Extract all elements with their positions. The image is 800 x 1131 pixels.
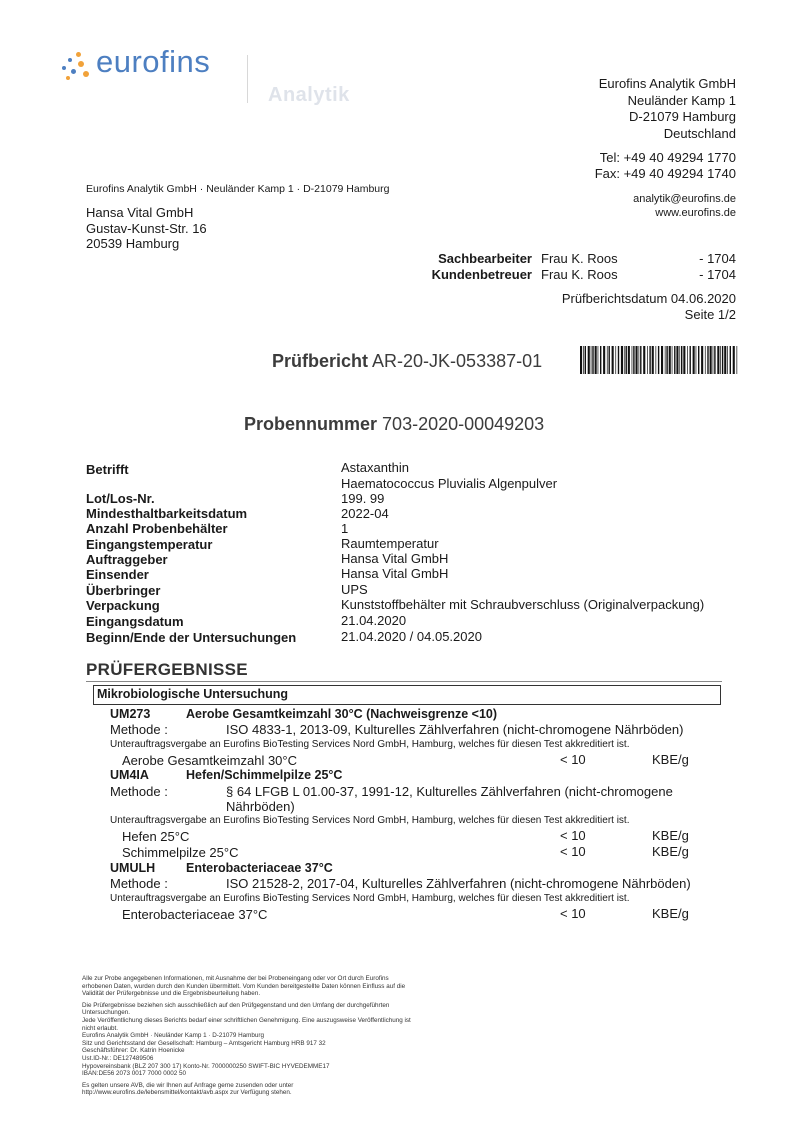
staff-name: Frau K. Roos	[541, 267, 618, 282]
test-code: UM273	[110, 707, 151, 721]
detail-value: 21.04.2020 / 04.05.2020	[341, 629, 482, 644]
barcode-icon	[580, 346, 738, 374]
lab-tel: Tel: +49 40 49294 1770	[599, 150, 736, 165]
recipient-line: Gustav-Kunst-Str. 16	[86, 220, 207, 236]
result-param: Schimmelpilze 25°C	[122, 845, 239, 860]
report-number: AR-20-JK-053387-01	[372, 351, 543, 371]
detail-label: Überbringer	[86, 583, 161, 598]
result-unit: KBE/g	[652, 752, 689, 767]
detail-value: Astaxanthin	[341, 460, 409, 475]
result-value: < 10	[560, 906, 586, 921]
recipient-line: 20539 Hamburg	[86, 236, 180, 251]
staff-label: Kundenbetreuer	[431, 267, 532, 282]
sample-title	[244, 414, 544, 435]
lab-website: www.eurofins.de	[655, 206, 736, 219]
detail-value: Raumtemperatur	[341, 536, 439, 551]
subcontract-note: Unterauftragsvergabe an Eurofins BioTesting Services Nord GmbH, Hamburg, welches für diesen Test akkreditiert ist.	[110, 815, 630, 826]
report-title	[272, 351, 542, 372]
footer-line: Ust.ID-Nr.: DE127489506	[82, 1054, 154, 1062]
footer-line: erhobenen Daten, wurden durch den Kunden übermittelt. Vom Kunden bereitgestellte Daten können Einfluss auf die	[82, 982, 406, 990]
detail-value: 199. 99	[341, 491, 385, 506]
lab-address	[599, 76, 736, 142]
detail-value: UPS	[341, 582, 368, 597]
subcontract-note: Unterauftragsvergabe an Eurofins BioTesting Services Nord GmbH, Hamburg, welches für diesen Test akkreditiert ist.	[110, 739, 630, 750]
result-value: < 10	[560, 752, 586, 767]
detail-value: Hansa Vital GmbH	[341, 551, 449, 566]
detail-value: Kunststoffbehälter mit Schraubverschluss (Originalverpackung)	[341, 597, 705, 612]
detail-label: Einsender	[86, 567, 149, 582]
detail-value: Haematococcus Pluvialis Algenpulver	[341, 476, 558, 491]
detail-label: Lot/Los-Nr.	[86, 491, 155, 506]
detail-label: Eingangsdatum	[86, 614, 184, 629]
detail-label: Auftraggeber	[86, 552, 168, 567]
sender-line: Eurofins Analytik GmbH · Neuländer Kamp 1 · D-21079 Hamburg	[86, 183, 390, 195]
detail-value: 2022-04	[341, 506, 389, 521]
lab-fax: Fax: +49 40 49294 1740	[594, 166, 736, 181]
results-heading: PRÜFERGEBNISSE	[86, 660, 248, 679]
footer-line: Es gelten unsere AVB, die wir Ihnen auf Anfrage gerne zusenden oder unter	[82, 1081, 294, 1089]
staff-labels	[380, 251, 532, 283]
sample-label: Probennummer	[244, 414, 378, 434]
footer-line: http://www.eurofins.de/lebensmittel/kontakt/avb.aspx zur Verfügung stehen.	[82, 1089, 292, 1097]
lab-address-line: D-21079 Hamburg	[629, 109, 736, 124]
report-label: Prüfbericht	[272, 351, 369, 371]
method-label: Methode :	[110, 722, 168, 737]
method-text-cont: Nährböden)	[226, 799, 295, 814]
footer-line: Validität der Prüfergebnisse und die Ergebnisbeurteilung haben.	[82, 990, 261, 998]
lab-address-line: Neuländer Kamp 1	[627, 92, 736, 108]
detail-label: Anzahl Probenbehälter	[86, 521, 228, 536]
category-label: Mikrobiologische Untersuchung	[97, 687, 288, 701]
result-value: < 10	[560, 828, 586, 843]
footer-line: nicht erlaubt.	[82, 1024, 119, 1032]
footer-legal	[82, 975, 442, 1097]
logo-wordmark: eurofins	[96, 44, 211, 79]
method-text: § 64 LFGB L 01.00-37, 1991-12, Kulturelles Zählverfahren (nicht-chromogene	[226, 784, 673, 799]
category-box	[93, 685, 721, 705]
method-label: Methode :	[110, 876, 168, 891]
recipient-line: Hansa Vital GmbH	[86, 205, 194, 220]
method-text: ISO 4833-1, 2013-09, Kulturelles Zählverfahren (nicht-chromogene Nährböden)	[226, 722, 684, 737]
lab-address-line: Deutschland	[663, 125, 736, 141]
footer-line: Alle zur Probe angegebenen Informationen, mit Ausnahme der bei Probeneingang oder vor Ort durch Eurofins	[82, 975, 389, 982]
logo-dots-icon	[62, 52, 94, 82]
footer-line: Sitz und Gerichtsstand der Gesellschaft: Hamburg – Amtsgericht Hamburg HRB 917 32	[82, 1039, 326, 1047]
result-value: < 10	[560, 844, 586, 859]
sample-number: 703-2020-00049203	[382, 414, 545, 434]
lab-email: analytik@eurofins.de	[633, 193, 736, 205]
result-param: Enterobacteriaceae 37°C	[122, 907, 268, 922]
report-meta	[562, 291, 736, 323]
test-code: UMULH	[110, 861, 156, 875]
result-param: Hefen 25°C	[122, 829, 190, 844]
division-label: Analytik	[268, 84, 350, 106]
detail-value: 21.04.2020	[341, 613, 407, 628]
test-name: Hefen/Schimmelpilze 25°C	[186, 768, 343, 782]
test-name: Aerobe Gesamtkeimzahl 30°C (Nachweisgrenze <10)	[186, 707, 498, 721]
lab-contact	[633, 193, 736, 220]
detail-label: Verpackung	[86, 598, 160, 613]
test-code: UM4IA	[110, 768, 149, 782]
detail-value: Hansa Vital GmbH	[341, 566, 449, 581]
staff-label: Sachbearbeiter	[438, 251, 532, 266]
result-unit: KBE/g	[652, 844, 689, 859]
result-param: Aerobe Gesamtkeimzahl 30°C	[122, 753, 297, 768]
footer-line: IBAN:DE56 2073 0017 7000 0002 50	[82, 1070, 186, 1078]
footer-line: Untersuchungen.	[82, 1009, 130, 1017]
results-divider	[86, 681, 722, 682]
recipient-address	[86, 205, 207, 252]
staff-name: Frau K. Roos	[541, 251, 618, 266]
method-label: Methode :	[110, 784, 168, 799]
footer-line: Geschäftsführer: Dr. Katrin Hoenicke	[82, 1047, 185, 1055]
staff-ext: - 1704	[699, 251, 736, 266]
detail-label: Eingangstemperatur	[86, 537, 213, 552]
footer-line: Die Prüfergebnisse beziehen sich ausschließlich auf den Prüfgegenstand und den Umfang der durchgeführten	[82, 1001, 390, 1009]
detail-label: Betrifft	[86, 462, 129, 477]
logo-divider	[247, 55, 248, 103]
detail-label: Mindesthaltbarkeitsdatum	[86, 506, 248, 521]
lab-address-line: Eurofins Analytik GmbH	[598, 76, 736, 91]
method-text: ISO 21528-2, 2017-04, Kulturelles Zählverfahren (nicht-chromogene Nährböden)	[226, 876, 691, 891]
staff-names	[541, 251, 618, 283]
footer-line: Jede Veröffentlichung dieses Berichts bedarf einer schriftlichen Genehmigung. Eine auszugsweise Veröffentlichung ist	[82, 1016, 411, 1024]
result-unit: KBE/g	[652, 828, 689, 843]
staff-extensions	[699, 251, 736, 283]
result-unit: KBE/g	[652, 906, 689, 921]
test-name: Enterobacteriaceae 37°C	[186, 861, 333, 875]
detail-value: 1	[341, 521, 349, 536]
lab-phone	[595, 150, 736, 182]
footer-line: Hypovereinsbank (BLZ 207 300 17) Konto-Nr. 7000000250 SWIFT-BIC HYVEDEMME17	[82, 1062, 330, 1070]
report-date: Prüfberichtsdatum 04.06.2020	[561, 291, 736, 306]
subcontract-note: Unterauftragsvergabe an Eurofins BioTesting Services Nord GmbH, Hamburg, welches für diesen Test akkreditiert ist.	[110, 893, 630, 904]
staff-ext: - 1704	[699, 267, 736, 282]
footer-line: Eurofins Analytik GmbH · Neuländer Kamp 1 · D-21079 Hamburg	[82, 1032, 264, 1040]
page-number: Seite 1/2	[684, 307, 736, 322]
detail-label: Beginn/Ende der Untersuchungen	[86, 630, 297, 645]
